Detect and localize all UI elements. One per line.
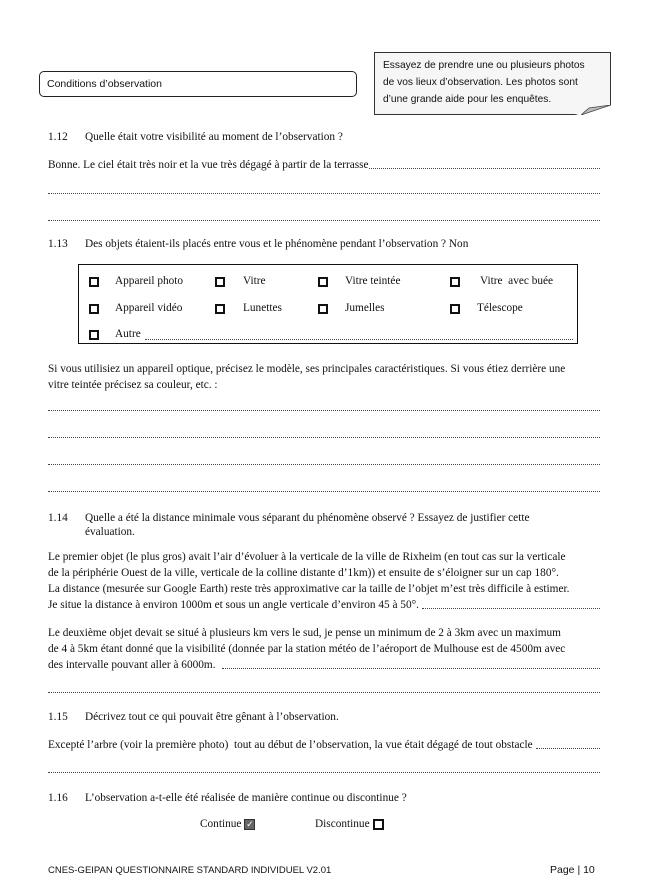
checkbox-appareil-photo[interactable] xyxy=(89,277,99,287)
checkbox-appareil-video[interactable] xyxy=(89,304,99,314)
question-text: Quelle a été la distance minimale vous séparant du phénomène observé ? Essayez de justifier cette xyxy=(85,512,530,524)
option-discontinue[interactable] xyxy=(315,818,384,830)
page-curl-icon xyxy=(575,105,611,115)
checkbox-vitre-teintee[interactable] xyxy=(318,277,328,287)
question-number: 1.15 xyxy=(48,711,68,723)
callout-line: Essayez de prendre une ou plusieurs photos xyxy=(383,60,585,71)
answer-1-15[interactable] xyxy=(48,737,600,753)
question-1-16 xyxy=(48,792,407,804)
question-number: 1.13 xyxy=(48,238,68,250)
answer-line-text: de 4 à 5km étant donné que la visibilité (donnée par la station météo de l’aéroport de Mulhouse est de 4500m avec xyxy=(48,643,566,655)
option-label: Autre xyxy=(115,328,141,340)
answer-text: Excepté l’arbre (voir la première photo) tout au début de l’observation, la vue était dégagé de tout obstacle xyxy=(48,739,533,751)
answer-line-text: de la périphérie Ouest de la ville, verticale de la colline distante d’1km)) et ensuite de s’éloigner sur un cap 180°. xyxy=(48,567,559,579)
answer-line[interactable] xyxy=(48,193,600,194)
question-number: 1.14 xyxy=(48,512,68,524)
checkbox-jumelles[interactable] xyxy=(318,304,328,314)
objects-box-border xyxy=(78,343,578,344)
answer-line[interactable] xyxy=(48,464,600,465)
question-1-12 xyxy=(48,131,343,143)
checkbox-vitre-avec-buee[interactable] xyxy=(450,277,460,287)
question-text: Quelle était votre visibilité au moment de l’observation ? xyxy=(85,131,343,143)
answer-line[interactable] xyxy=(48,491,600,492)
question-1-14 xyxy=(48,512,529,524)
question-1-15 xyxy=(48,711,339,723)
page-number: Page | 10 xyxy=(550,864,595,876)
option-continue[interactable] xyxy=(200,818,255,830)
question-number: 1.12 xyxy=(48,131,68,143)
answer-1-14-para2[interactable] xyxy=(48,625,600,673)
answer-line[interactable] xyxy=(48,692,600,693)
dotted-fill xyxy=(422,597,600,609)
option-label: Discontinue xyxy=(315,818,370,830)
dotted-fill xyxy=(222,657,600,669)
checkbox-discontinue[interactable] xyxy=(373,819,384,830)
dotted-fill xyxy=(536,737,600,749)
answer-1-12[interactable] xyxy=(48,157,600,173)
answer-line[interactable] xyxy=(48,772,600,773)
question-1-13 xyxy=(48,238,468,250)
answer-line-text: Le deuxième objet devait se situé à plusieurs km vers le sud, je pense un minimum de 2 à 3km avec un maximum xyxy=(48,627,561,639)
section-title-box xyxy=(39,71,357,97)
question-text: L’observation a-t-elle été réalisée de manière continue ou discontinue ? xyxy=(85,792,407,804)
callout-line: d’une grande aide pour les enquêtes. xyxy=(383,94,552,105)
prompt-line: Si vous utilisiez un appareil optique, précisez le modèle, ses principales caractéristiques. Si vous étiez derrière une xyxy=(48,363,566,375)
question-text: Des objets étaient-ils placés entre vous et le phénomène pendant l’observation ? Non xyxy=(85,238,469,250)
checkbox-continue-checked[interactable]: ✓ xyxy=(246,819,254,830)
option-label: Vitre xyxy=(243,275,266,287)
question-text-continued: évaluation. xyxy=(85,526,135,538)
option-label: Lunettes xyxy=(243,302,282,314)
option-label: Vitre teintée xyxy=(345,275,401,287)
answer-text: Bonne. Le ciel était très noir et la vue très dégagé à partir de la terrasse xyxy=(48,159,369,171)
option-label: Jumelles xyxy=(345,302,385,314)
option-label: Télescope xyxy=(477,302,523,314)
answer-line-text: La distance (mesurée sur Google Earth) reste très approximative car la taille de l’objet m’est très difficile à estimer. xyxy=(48,583,570,595)
answer-line[interactable] xyxy=(48,410,600,411)
answer-line-text: Le premier objet (le plus gros) avait l’air d’évoluer à la verticale de la ville de Rixheim (en tout cas sur la verticale xyxy=(48,551,566,563)
callout-line: de vos lieux d’observation. Les photos sont xyxy=(383,77,578,88)
prompt-line: vitre teintée précisez sa couleur, etc. : xyxy=(48,379,218,391)
answer-line-text: des intervalle pouvant aller à 6000m. xyxy=(48,659,216,671)
dotted-fill xyxy=(145,328,573,340)
footer-title: CNES-GEIPAN QUESTIONNAIRE STANDARD INDIVIDUEL V2.01 xyxy=(48,865,332,876)
answer-line[interactable] xyxy=(48,220,600,221)
checkbox-autre[interactable] xyxy=(89,330,99,340)
photo-tip-callout xyxy=(374,52,611,115)
answer-1-14-para1[interactable] xyxy=(48,549,600,613)
checkbox-vitre[interactable] xyxy=(215,277,225,287)
option-label: Vitre avec buée xyxy=(480,275,554,287)
autre-field[interactable] xyxy=(115,328,573,340)
dotted-fill xyxy=(369,157,600,169)
option-label: Continue xyxy=(200,818,242,830)
option-label: Appareil photo xyxy=(115,275,184,287)
answer-line[interactable] xyxy=(48,437,600,438)
optical-prompt xyxy=(48,361,600,393)
section-title: Conditions d’observation xyxy=(47,78,162,90)
question-text: Décrivez tout ce qui pouvait être gênant à l’observation. xyxy=(85,711,339,723)
question-number: 1.16 xyxy=(48,792,68,804)
answer-line-text: Je situe la distance à environ 1000m et sous un angle verticale d’environ 45 à 50°. xyxy=(48,599,419,611)
option-label: Appareil vidéo xyxy=(115,302,183,314)
checkbox-lunettes[interactable] xyxy=(215,304,225,314)
checkbox-telescope[interactable] xyxy=(450,304,460,314)
